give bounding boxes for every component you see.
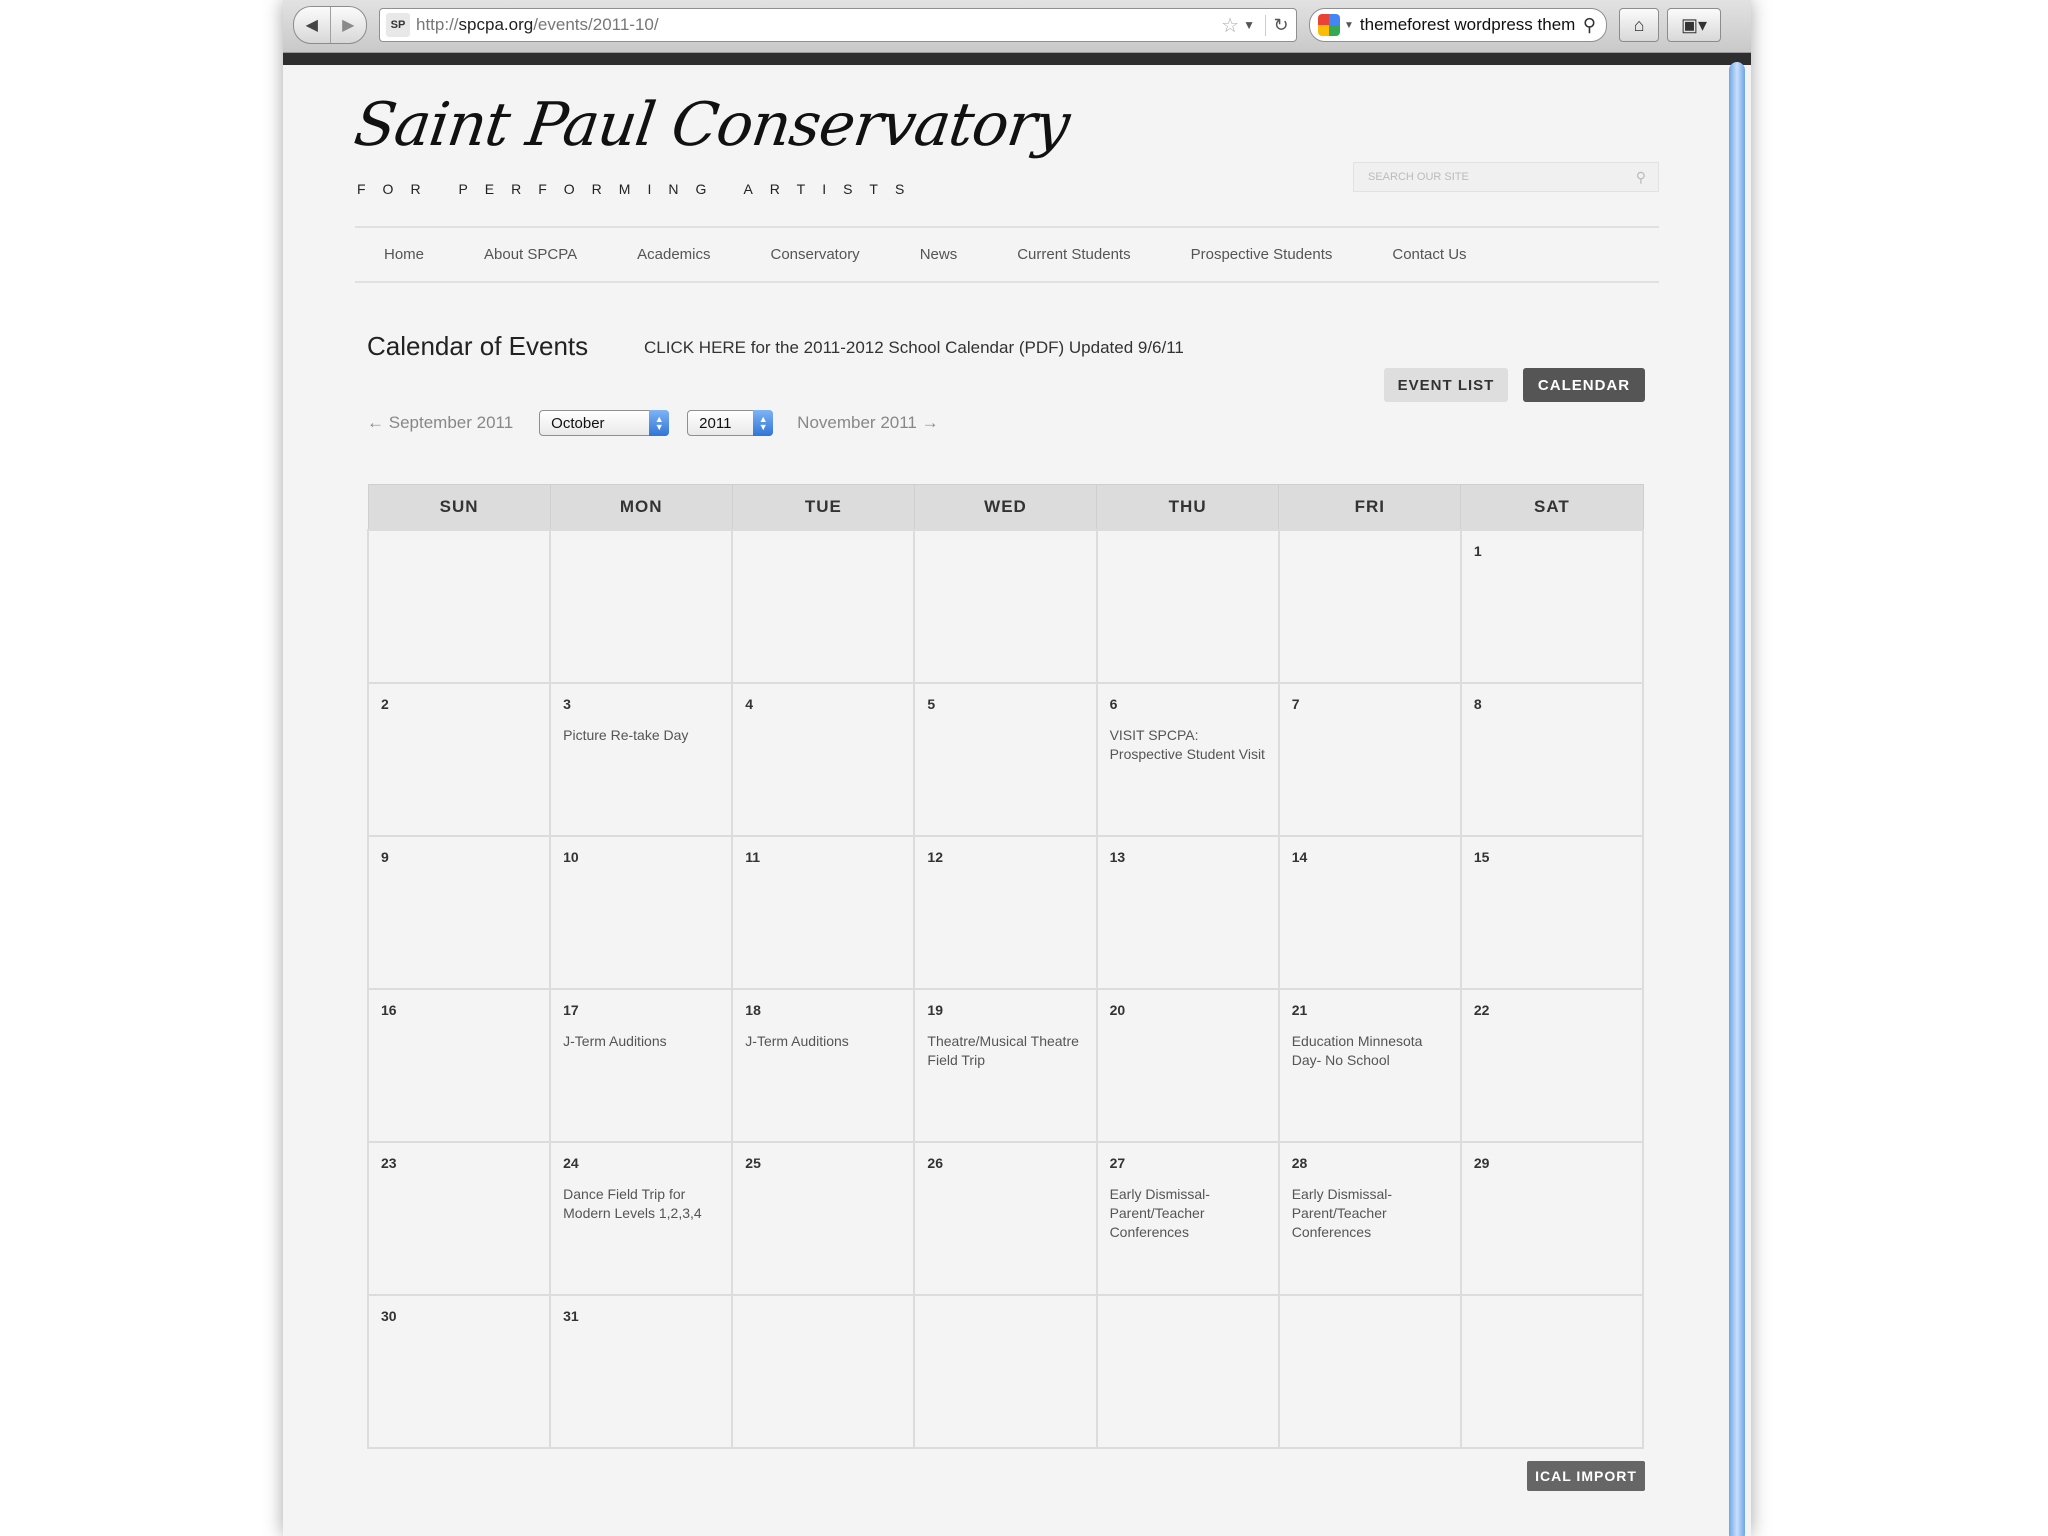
url-text[interactable] [416, 15, 1221, 35]
day-number: 13 [1109, 849, 1126, 865]
calendar-event-link[interactable]: VISIT SPCPA: Prospective Student Visit [1109, 727, 1265, 762]
day-number: 15 [1473, 849, 1490, 865]
bookmark-star-icon[interactable]: ☆ [1221, 14, 1240, 37]
day-number: 22 [1473, 1002, 1490, 1018]
weekday-header: SUN [368, 485, 550, 531]
browser-toolbar [283, 0, 1751, 53]
back-icon[interactable]: ◀ [305, 17, 318, 34]
previous-month-link[interactable] [367, 413, 513, 433]
day-number: 9 [381, 849, 389, 865]
page-title: Calendar of Events [367, 331, 589, 361]
vertical-scrollbar[interactable] [1729, 62, 1745, 1536]
calendar-week-row [368, 836, 1643, 989]
calendar-day-cell[interactable] [550, 683, 732, 836]
calendar-day-cell [368, 530, 550, 683]
site-favicon: SP [386, 13, 410, 37]
weekday-header: THU [1097, 485, 1279, 531]
calendar-day-cell [1461, 1295, 1643, 1448]
url-domain: spcpa.org [458, 15, 534, 34]
calendar-event-link[interactable]: Theatre/Musical Theatre Field Trip [927, 1033, 1079, 1068]
calendar-day-cell[interactable] [1279, 836, 1461, 989]
calendar-day-cell [914, 530, 1096, 683]
calendar-day-cell[interactable] [1097, 1142, 1279, 1295]
calendar-day-cell[interactable] [732, 836, 914, 989]
select-arrows-icon: ▲ ▼ [753, 410, 773, 436]
calendar-day-cell[interactable] [1097, 836, 1279, 989]
weekday-header: WED [914, 485, 1096, 531]
day-number: 28 [1291, 1155, 1308, 1171]
calendar-day-cell[interactable] [550, 1142, 732, 1295]
day-number: 20 [1109, 1002, 1126, 1018]
search-icon[interactable]: ⚲ [1582, 14, 1596, 35]
calendar-day-cell [1279, 530, 1461, 683]
google-engine-icon[interactable] [1318, 14, 1340, 36]
calendar-week-row [368, 1295, 1643, 1448]
calendar-day-cell [914, 1295, 1096, 1448]
calendar-day-cell[interactable] [914, 1142, 1096, 1295]
calendar-day-cell[interactable] [1279, 989, 1461, 1142]
forward-icon[interactable]: ▶ [330, 7, 367, 43]
day-number: 30 [381, 1308, 397, 1324]
reload-icon[interactable]: ↻ [1265, 15, 1296, 36]
ical-import-button[interactable]: ICAL IMPORT [1527, 1461, 1645, 1491]
calendar-day-cell[interactable] [550, 989, 732, 1142]
day-number: 18 [745, 1002, 761, 1018]
calendar-day-cell[interactable] [914, 683, 1096, 836]
weekday-header: TUE [732, 485, 914, 531]
calendar-day-cell[interactable] [368, 1142, 550, 1295]
calendar-day-cell[interactable] [1461, 530, 1643, 683]
day-number: 12 [927, 849, 943, 865]
day-number: 5 [927, 696, 936, 712]
day-number: 2 [381, 696, 389, 712]
year-select-value: 2011 [699, 414, 732, 432]
main-nav [355, 226, 1659, 283]
home-icon[interactable]: ⌂ [1619, 8, 1659, 42]
day-number: 23 [381, 1155, 397, 1171]
nav-item-contact[interactable]: Contact Us [1392, 246, 1467, 263]
weekday-header: MON [550, 485, 732, 531]
day-number: 21 [1291, 1002, 1308, 1018]
nav-item-prospective-students[interactable]: Prospective Students [1190, 246, 1333, 263]
url-prefix: http:// [416, 15, 459, 34]
calendar-event-link[interactable]: J-Term Auditions [745, 1033, 849, 1049]
calendar-week-row [368, 1142, 1643, 1295]
day-number: 17 [563, 1002, 579, 1018]
day-number: 24 [563, 1155, 579, 1171]
calendar-event-link[interactable]: J-Term Auditions [563, 1033, 667, 1049]
day-number: 3 [563, 696, 571, 712]
nav-item-academics[interactable]: Academics [637, 246, 711, 263]
calendar-day-cell [550, 530, 732, 683]
day-number: 29 [1473, 1155, 1490, 1171]
day-number: 4 [745, 696, 754, 712]
month-navigation [367, 409, 939, 437]
calendar-day-cell[interactable] [368, 989, 550, 1142]
calendar-event-link[interactable]: Dance Field Trip for Modern Levels 1,2,3,4 [563, 1186, 702, 1221]
calendar-event-link[interactable]: Early Dismissal- Parent/Teacher Conferences [1109, 1186, 1210, 1240]
address-bar[interactable] [379, 8, 1297, 42]
day-number: 8 [1473, 696, 1482, 712]
next-month-label: November 2011 [797, 413, 917, 432]
calendar-day-cell[interactable] [1097, 683, 1279, 836]
calendar-day-cell[interactable] [1461, 1142, 1643, 1295]
calendar-day-cell[interactable] [914, 836, 1096, 989]
calendar-day-cell[interactable] [1461, 989, 1643, 1142]
site-logo[interactable] [350, 90, 1074, 205]
day-number: 16 [381, 1002, 397, 1018]
calendar-event-link[interactable]: Early Dismissal- Parent/Teacher Conferences [1291, 1186, 1393, 1240]
calendar-day-cell[interactable] [1461, 836, 1643, 989]
weekday-header-row [368, 485, 1643, 531]
day-number: 19 [927, 1002, 943, 1018]
calendar-event-link[interactable]: Education Minnesota Day- No School [1291, 1033, 1423, 1068]
calendar-day-cell[interactable] [550, 836, 732, 989]
browser-window [283, 0, 1751, 1536]
engine-dropdown-icon[interactable]: ▼ [1344, 19, 1354, 31]
web-page [283, 65, 1723, 1536]
history-dropdown-icon[interactable]: ▼ [1243, 18, 1255, 32]
day-number: 10 [563, 849, 579, 865]
calendar-day-cell[interactable] [1461, 683, 1643, 836]
day-number: 1 [1473, 543, 1482, 559]
nav-item-about[interactable]: About SPCPA [484, 246, 578, 263]
calendar-day-cell [1097, 1295, 1279, 1448]
calendar-day-cell[interactable] [732, 683, 914, 836]
logo-tagline: FOR PERFORMING ARTISTS [357, 181, 922, 197]
calendar-day-cell[interactable] [368, 1295, 550, 1448]
nav-item-home[interactable]: Home [384, 246, 425, 263]
calendar-day-cell[interactable] [732, 989, 914, 1142]
year-select[interactable] [687, 410, 773, 436]
calendar-week-row [368, 989, 1643, 1142]
calendar-day-cell[interactable] [1097, 989, 1279, 1142]
previous-month-label: September 2011 [388, 413, 514, 432]
day-number: 26 [927, 1155, 943, 1171]
site-search-icon[interactable]: ⚲ [1635, 168, 1646, 185]
calendar-day-cell[interactable] [1279, 683, 1461, 836]
browser-search-query[interactable]: themeforest wordpress them [1359, 15, 1576, 34]
calendar-day-cell [732, 1295, 914, 1448]
calendar-day-cell[interactable] [914, 989, 1096, 1142]
weekday-header: FRI [1279, 485, 1461, 531]
calendar-day-cell [1279, 1295, 1461, 1448]
day-number: 11 [745, 849, 761, 865]
day-number: 31 [563, 1308, 579, 1324]
day-number: 6 [1109, 696, 1118, 712]
calendar-day-cell[interactable] [368, 836, 550, 989]
calendar-day-cell[interactable] [550, 1295, 732, 1448]
day-number: 14 [1291, 849, 1308, 865]
nav-item-current-students[interactable]: Current Students [1017, 246, 1131, 263]
url-path: /events/2011-10/ [533, 15, 659, 34]
day-number: 7 [1291, 696, 1300, 712]
calendar-day-cell[interactable] [1279, 1142, 1461, 1295]
browser-search-bar[interactable] [1309, 8, 1607, 42]
calendar-day-cell [732, 530, 914, 683]
nav-item-news[interactable]: News [919, 246, 958, 263]
history-buttons [293, 6, 367, 44]
calendar-day-cell[interactable] [732, 1142, 914, 1295]
logo-script: Saint Paul Conservatory [350, 90, 1074, 160]
site-search-input[interactable] [1366, 170, 1636, 184]
month-select-value: October [551, 414, 605, 432]
day-number: 27 [1109, 1155, 1126, 1171]
calendar-week-row [368, 683, 1643, 836]
calendar-view-button[interactable]: CALENDAR [1523, 368, 1645, 402]
calendar-day-cell[interactable] [368, 683, 550, 836]
calendar-day-cell [1097, 530, 1279, 683]
arrow-left-icon: ← [367, 413, 389, 432]
month-select[interactable] [539, 410, 669, 436]
next-month-link[interactable] [797, 413, 938, 433]
arrow-right-icon: → [916, 413, 939, 432]
month-calendar [367, 484, 1644, 1449]
weekday-header: SAT [1461, 485, 1643, 531]
bookmarks-bar [283, 53, 1751, 65]
extensions-icon[interactable]: ▣▾ [1667, 8, 1721, 42]
select-arrows-icon: ▲ ▼ [649, 410, 669, 436]
school-calendar-pdf-link[interactable]: CLICK HERE for the 2011-2012 School Calendar (PDF) Updated 9/6/11 [644, 338, 1184, 357]
nav-item-conservatory[interactable]: Conservatory [770, 246, 860, 263]
day-number: 25 [745, 1155, 761, 1171]
calendar-event-link[interactable]: Picture Re-take Day [563, 727, 689, 743]
calendar-week-row [368, 530, 1643, 683]
site-search [1353, 162, 1659, 192]
event-list-button[interactable]: EVENT LIST [1384, 368, 1508, 402]
